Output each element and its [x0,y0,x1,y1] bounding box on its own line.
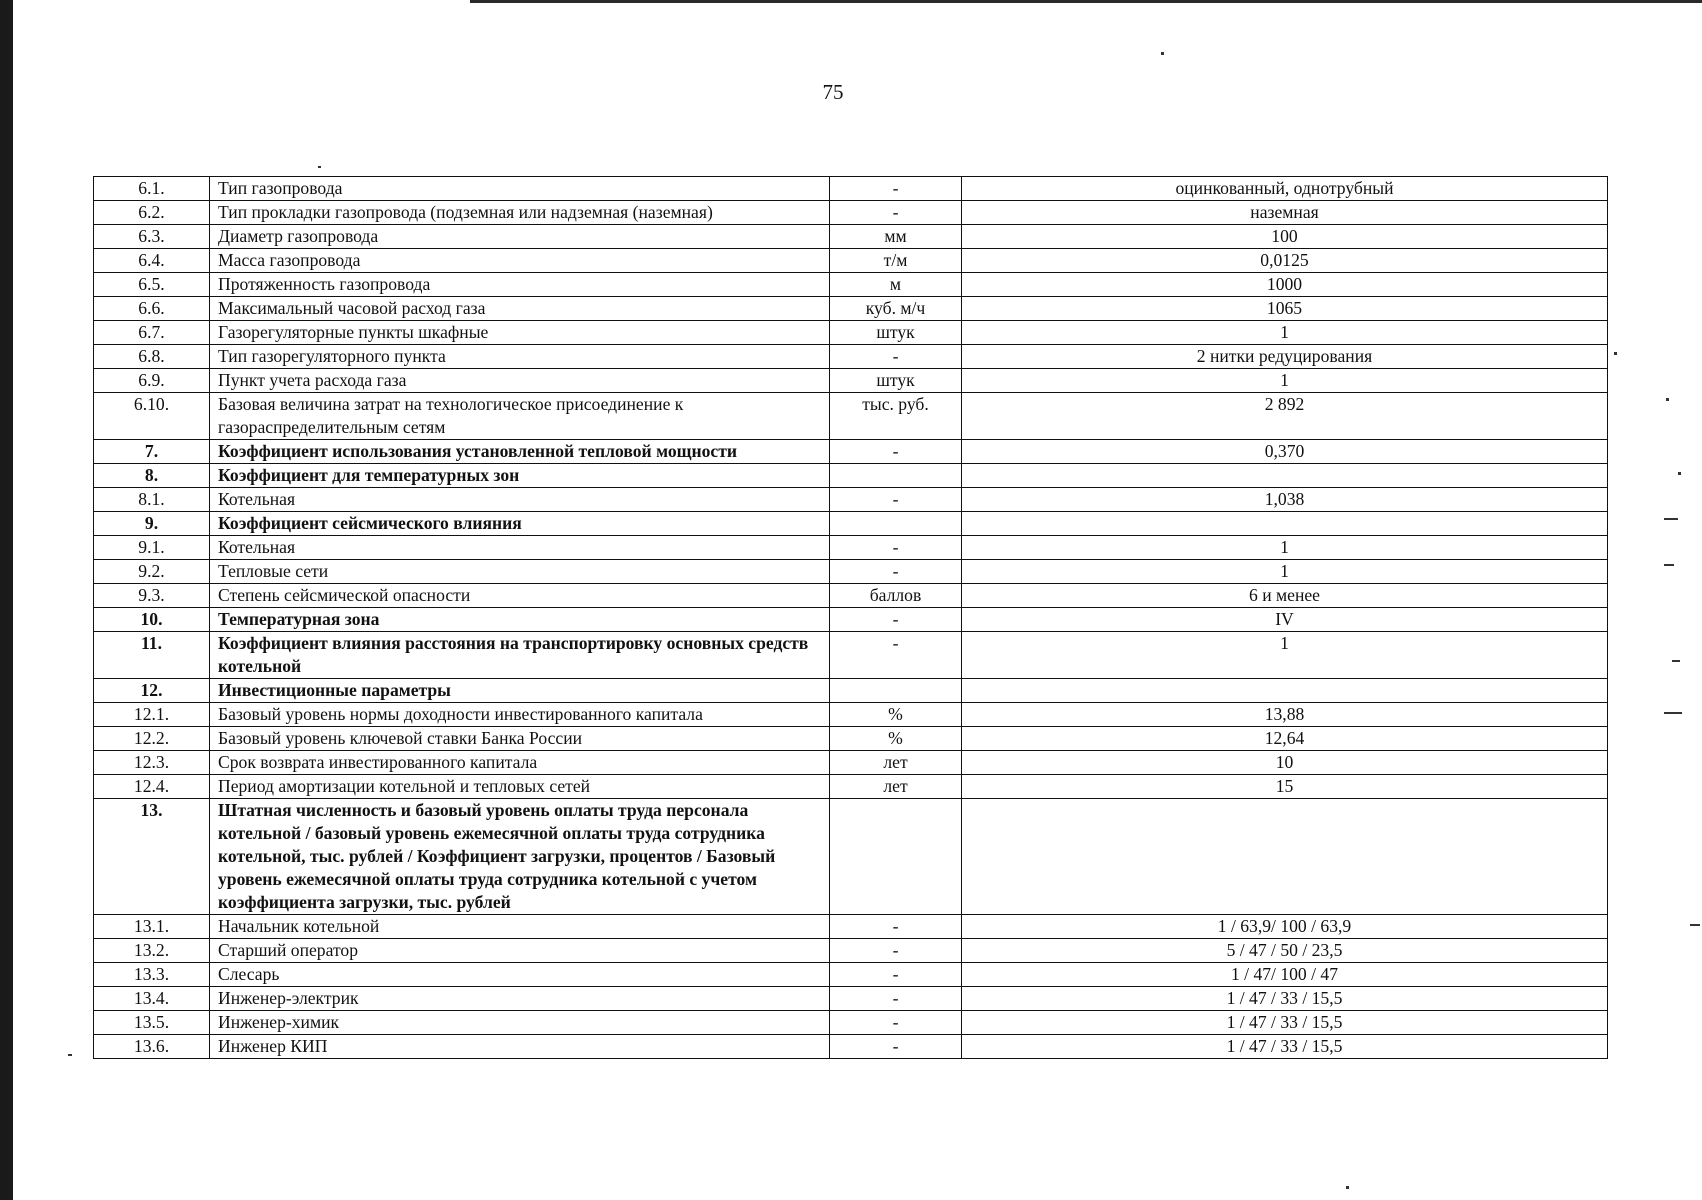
row-number-cell: 6.6. [94,297,210,321]
parameter-name-cell: Слесарь [210,963,830,987]
parameter-name-cell: Инженер КИП [210,1035,830,1059]
parameter-name-cell: Коэффициент для температурных зон [210,464,830,488]
parameter-name-cell: Базовый уровень ключевой ставки Банка России [210,727,830,751]
table-row [94,1035,1608,1059]
unit-cell: - [830,201,962,225]
row-number-cell: 13.4. [94,987,210,1011]
parameter-name-cell: Инженер-электрик [210,987,830,1011]
unit-cell: - [830,488,962,512]
parameter-name-cell: Штатная численность и базовый уровень оплаты труда персонала котельной / базовый уровень ежемесячной оплаты труда сотрудника котельной, тыс. рублей / Коэффициент загрузки, процентов / Базовый уровень ежемесячной оплаты труда сотрудника котельной с учетом коэффициента загрузки, тыс. рублей [210,799,830,915]
table-row [94,915,1608,939]
parameter-name-cell: Инвестиционные параметры [210,679,830,703]
unit-cell: куб. м/ч [830,297,962,321]
table-row [94,608,1608,632]
table-row [94,488,1608,512]
value-cell: 6 и менее [962,584,1608,608]
value-cell [962,679,1608,703]
table-row [94,201,1608,225]
scan-speck [1161,52,1164,55]
table-row [94,345,1608,369]
table-row [94,963,1608,987]
scan-speck [1672,660,1680,662]
value-cell: 1 [962,632,1608,679]
row-number-cell: 6.10. [94,393,210,440]
parameter-name-cell: Температурная зона [210,608,830,632]
parameter-name-cell: Базовый уровень нормы доходности инвестированного капитала [210,703,830,727]
table-row [94,536,1608,560]
table-row [94,799,1608,915]
unit-cell: лет [830,775,962,799]
unit-cell: - [830,987,962,1011]
row-number-cell: 6.2. [94,201,210,225]
unit-cell: тыс. руб. [830,393,962,440]
unit-cell: - [830,632,962,679]
value-cell: 12,64 [962,727,1608,751]
value-cell: 15 [962,775,1608,799]
table-row [94,703,1608,727]
value-cell: 10 [962,751,1608,775]
scan-speck [1346,1186,1349,1189]
row-number-cell: 9.1. [94,536,210,560]
parameters-table [93,176,1608,1059]
unit-cell: - [830,440,962,464]
row-number-cell: 6.8. [94,345,210,369]
row-number-cell: 13.5. [94,1011,210,1035]
unit-cell: - [830,1011,962,1035]
unit-cell: баллов [830,584,962,608]
table-row [94,297,1608,321]
row-number-cell: 12.4. [94,775,210,799]
value-cell: 2 нитки редуцирования [962,345,1608,369]
value-cell: 1 [962,560,1608,584]
value-cell [962,512,1608,536]
value-cell: оцинкованный, однотрубный [962,177,1608,201]
value-cell: 1 / 47/ 100 / 47 [962,963,1608,987]
scan-speck [1678,472,1681,475]
parameter-name-cell: Котельная [210,536,830,560]
scan-top-edge [470,0,1702,3]
row-number-cell: 13.6. [94,1035,210,1059]
value-cell: 1 [962,536,1608,560]
table-row [94,273,1608,297]
table-row [94,177,1608,201]
parameter-name-cell: Котельная [210,488,830,512]
row-number-cell: 8.1. [94,488,210,512]
value-cell: 1 [962,321,1608,345]
table-row [94,393,1608,440]
row-number-cell: 9.2. [94,560,210,584]
parameter-name-cell: Старший оператор [210,939,830,963]
scan-speck [1664,518,1678,520]
value-cell: IV [962,608,1608,632]
value-cell: 1,038 [962,488,1608,512]
row-number-cell: 12.3. [94,751,210,775]
row-number-cell: 12.2. [94,727,210,751]
row-number-cell: 13.3. [94,963,210,987]
unit-cell: т/м [830,249,962,273]
value-cell: 5 / 47 / 50 / 23,5 [962,939,1608,963]
table-row [94,751,1608,775]
row-number-cell: 6.3. [94,225,210,249]
row-number-cell: 13. [94,799,210,915]
row-number-cell: 6.1. [94,177,210,201]
parameter-name-cell: Базовая величина затрат на технологическое присоединение к газораспределительным сетям [210,393,830,440]
table-row [94,584,1608,608]
parameter-name-cell: Масса газопровода [210,249,830,273]
parameter-name-cell: Тип газопровода [210,177,830,201]
value-cell: 13,88 [962,703,1608,727]
table-row [94,560,1608,584]
unit-cell: - [830,345,962,369]
scan-speck [1690,924,1700,926]
table-row [94,512,1608,536]
value-cell: 1000 [962,273,1608,297]
parameter-name-cell: Период амортизации котельной и тепловых сетей [210,775,830,799]
unit-cell: - [830,536,962,560]
table-row [94,632,1608,679]
table-row [94,939,1608,963]
row-number-cell: 8. [94,464,210,488]
row-number-cell: 13.2. [94,939,210,963]
value-cell [962,799,1608,915]
parameter-name-cell: Степень сейсмической опасности [210,584,830,608]
value-cell: наземная [962,201,1608,225]
unit-cell [830,679,962,703]
row-number-cell: 6.5. [94,273,210,297]
parameter-name-cell: Тип прокладки газопровода (подземная или надземная (наземная) [210,201,830,225]
table-row [94,679,1608,703]
table-body [94,177,1608,1059]
parameter-name-cell: Тип газорегуляторного пункта [210,345,830,369]
unit-cell: - [830,560,962,584]
value-cell: 0,0125 [962,249,1608,273]
unit-cell: штук [830,321,962,345]
value-cell [962,464,1608,488]
row-number-cell: 12. [94,679,210,703]
parameter-name-cell: Срок возврата инвестированного капитала [210,751,830,775]
table-row [94,321,1608,345]
table-row [94,464,1608,488]
scan-edge-shadow [0,0,13,1200]
scan-speck [1664,712,1682,714]
parameter-name-cell: Пункт учета расхода газа [210,369,830,393]
unit-cell: - [830,1035,962,1059]
unit-cell: % [830,727,962,751]
unit-cell: - [830,177,962,201]
table-row [94,225,1608,249]
value-cell: 2 892 [962,393,1608,440]
parameter-name-cell: Начальник котельной [210,915,830,939]
unit-cell: лет [830,751,962,775]
row-number-cell: 6.4. [94,249,210,273]
parameter-name-cell: Газорегуляторные пункты шкафные [210,321,830,345]
parameter-name-cell: Коэффициент сейсмического влияния [210,512,830,536]
row-number-cell: 9.3. [94,584,210,608]
value-cell: 1 / 47 / 33 / 15,5 [962,1011,1608,1035]
unit-cell: - [830,915,962,939]
parameter-name-cell: Тепловые сети [210,560,830,584]
unit-cell: % [830,703,962,727]
unit-cell: - [830,963,962,987]
scan-speck [318,166,321,168]
row-number-cell: 6.7. [94,321,210,345]
unit-cell [830,512,962,536]
value-cell: 1 / 63,9/ 100 / 63,9 [962,915,1608,939]
table-row [94,1011,1608,1035]
parameter-name-cell: Инженер-химик [210,1011,830,1035]
row-number-cell: 12.1. [94,703,210,727]
table-row [94,987,1608,1011]
table-row [94,249,1608,273]
unit-cell [830,464,962,488]
row-number-cell: 11. [94,632,210,679]
value-cell: 1065 [962,297,1608,321]
parameter-name-cell: Протяженность газопровода [210,273,830,297]
page-number: 75 [822,80,844,104]
table-row [94,440,1608,464]
row-number-cell: 9. [94,512,210,536]
parameter-name-cell: Максимальный часовой расход газа [210,297,830,321]
unit-cell: мм [830,225,962,249]
unit-cell: м [830,273,962,297]
unit-cell: штук [830,369,962,393]
table-row [94,369,1608,393]
parameter-name-cell: Диаметр газопровода [210,225,830,249]
row-number-cell: 6.9. [94,369,210,393]
scan-speck [68,1054,72,1056]
table-row [94,775,1608,799]
value-cell: 1 [962,369,1608,393]
value-cell: 1 / 47 / 33 / 15,5 [962,987,1608,1011]
scan-speck [1666,398,1669,401]
unit-cell [830,799,962,915]
parameter-name-cell: Коэффициент влияния расстояния на транспортировку основных средств котельной [210,632,830,679]
row-number-cell: 13.1. [94,915,210,939]
value-cell: 100 [962,225,1608,249]
scan-speck [1614,352,1617,355]
table-row [94,727,1608,751]
row-number-cell: 10. [94,608,210,632]
parameter-name-cell: Коэффициент использования установленной тепловой мощности [210,440,830,464]
value-cell: 1 / 47 / 33 / 15,5 [962,1035,1608,1059]
unit-cell: - [830,939,962,963]
value-cell: 0,370 [962,440,1608,464]
scan-speck [1664,564,1674,566]
row-number-cell: 7. [94,440,210,464]
unit-cell: - [830,608,962,632]
